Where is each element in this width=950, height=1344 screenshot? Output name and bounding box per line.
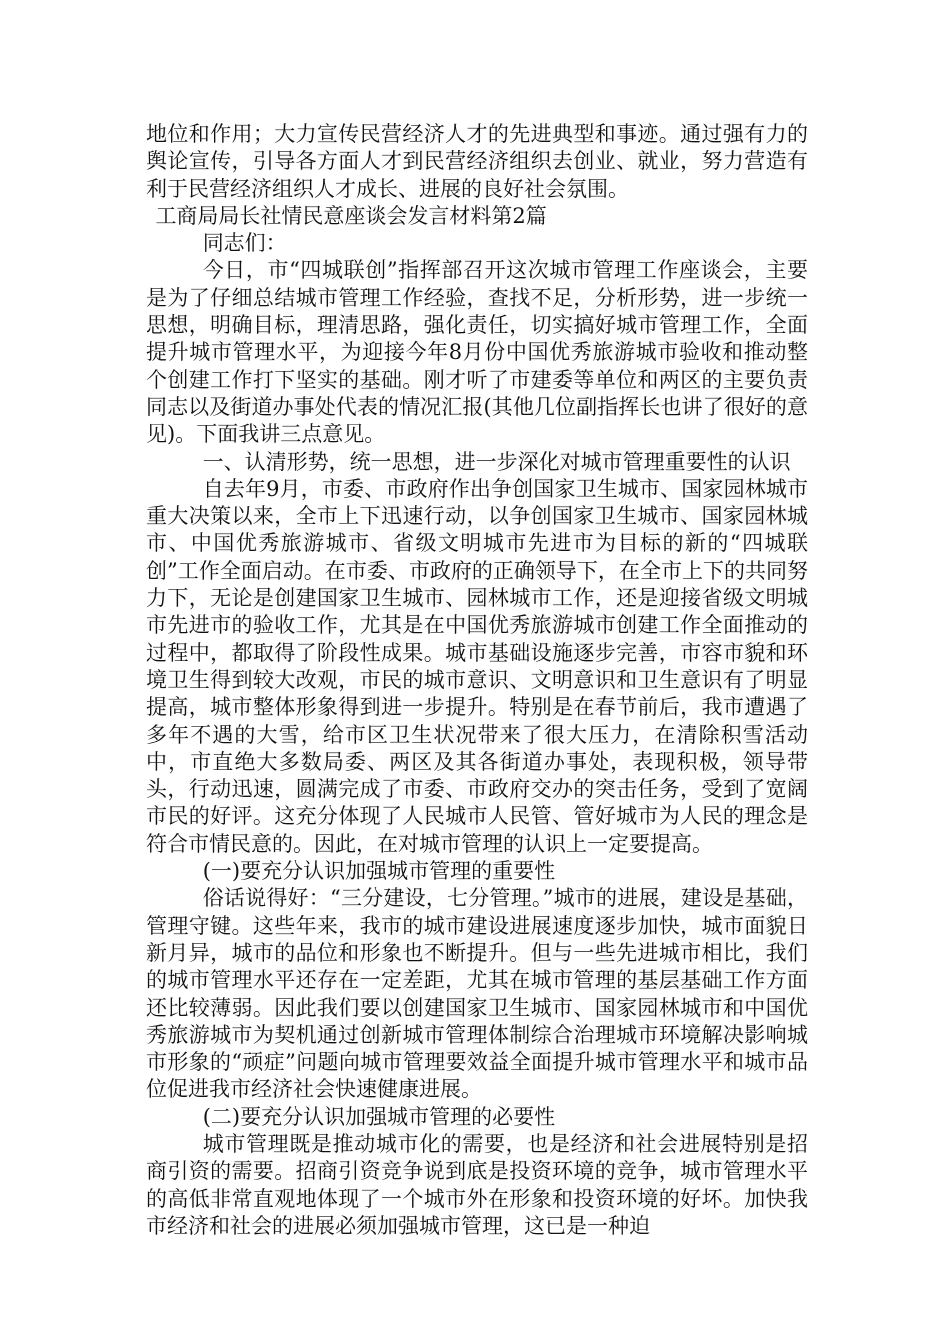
paragraph-importance: 俗话说得好：“三分建设，七分管理。”城市的进展，建设是基础，管理守键。这些年来，我市的城市建设进展速度逐步加快，城市面貌日新月异，城市的品位和形象也不断提升。但与一些先进城市相比，我们的城市管理水平还存在一定差距，尤其在城市管理的基层基础工作方面还比较薄弱。因此我们要以创建国家卫生城市、国家园林城市和中国优秀旅游城市为契机通过创新城市管理体制综合治理城市环境解决影响城市形象的“顽症”问题向城市管理要效益全面提升城市管理水平和城市品位促进我市经济社会快速健康进展。	[146, 886, 808, 1102]
paragraph-necessity: 城市管理既是推动城市化的需要，也是经济和社会进展特别是招商引资的需要。招商引资竞争说到底是投资环境的竞争，城市管理水平的高低非常直观地体现了一个城市外在形象和投资环境的好坏。加快我市经济和社会的进展必须加强城市管理，这已是一种迫	[146, 1131, 808, 1238]
heading-one: 一、认清形势，统一思想，进一步深化对城市管理重要性的认识	[202, 449, 791, 474]
paragraph-background: 自去年9月，市委、市政府作出争创国家卫生城市、国家园林城市重大决策以来，全市上下迅速行动，以争创国家卫生城市、国家园林城市、中国优秀旅游城市、省级文明城市先进市为目标的新的“四城联创”工作全面启动。在市委、市政府的正确领导下，在全市上下的共同努力下，无论是创建国家卫生城市、园林城市工作，还是迎接省级文明城市先进市的验收工作，尤其是在中国优秀旅游城市创建工作全面推动的过程中，都取得了阶段性成果。城市基础设施逐步完善，市容市貌和环境卫生得到较大改观，市民的城市意识、文明意识和卫生意识有了明显提高，城市整体形象得到进一步提升。特别是在春节前后，我市遭遇了多年不遇的大雪，给市区卫生状况带来了很大压力，在清除积雪活动中，市直绝大多数局委、两区及其各街道办事处，表现积极，领导带头，行动迅速，圆满完成了市委、市政府交办的突击任务，受到了宽阔市民的好评。这充分体现了人民城市人民管、管好城市为人民的理念是符合市情民意的。因此，在对城市管理的认识上一定要提高。	[146, 476, 808, 856]
paragraph-intro: 今日，市“四城联创”指挥部召开这次城市管理工作座谈会，主要是为了仔细总结城市管理工作经验，查找不足，分析形势，进一步统一思想，明确目标，理清思路，强化责任，切实搞好城市管理工作，全面提升城市管理水平，为迎接今年8月份中国优秀旅游城市验收和推动整个创建工作打下坚实的基础。刚才听了市建委等单位和两区的主要负责同志以及街道办事处代表的情况汇报(其他几位副指挥长也讲了很好的意见)。下面我讲三点意见。	[146, 258, 808, 447]
paragraph-continued: 地位和作用；大力宣传民营经济人才的先进典型和事迹。通过强有力的舆论宣传，引导各方面人才到民营经济组织去创业、就业，努力营造有利于民营经济组织人才成长、进展的良好社会氛围。	[146, 122, 808, 201]
section-title: 工商局局长社情民意座谈会发言材料第2篇	[155, 203, 547, 228]
greeting: 同志们：	[202, 231, 287, 256]
document-body	[146, 121, 808, 1240]
subheading-importance: (一)要充分认识加强城市管理的重要性	[202, 859, 556, 884]
subheading-necessity: (二)要充分认识加强城市管理的必要性	[202, 1104, 556, 1129]
